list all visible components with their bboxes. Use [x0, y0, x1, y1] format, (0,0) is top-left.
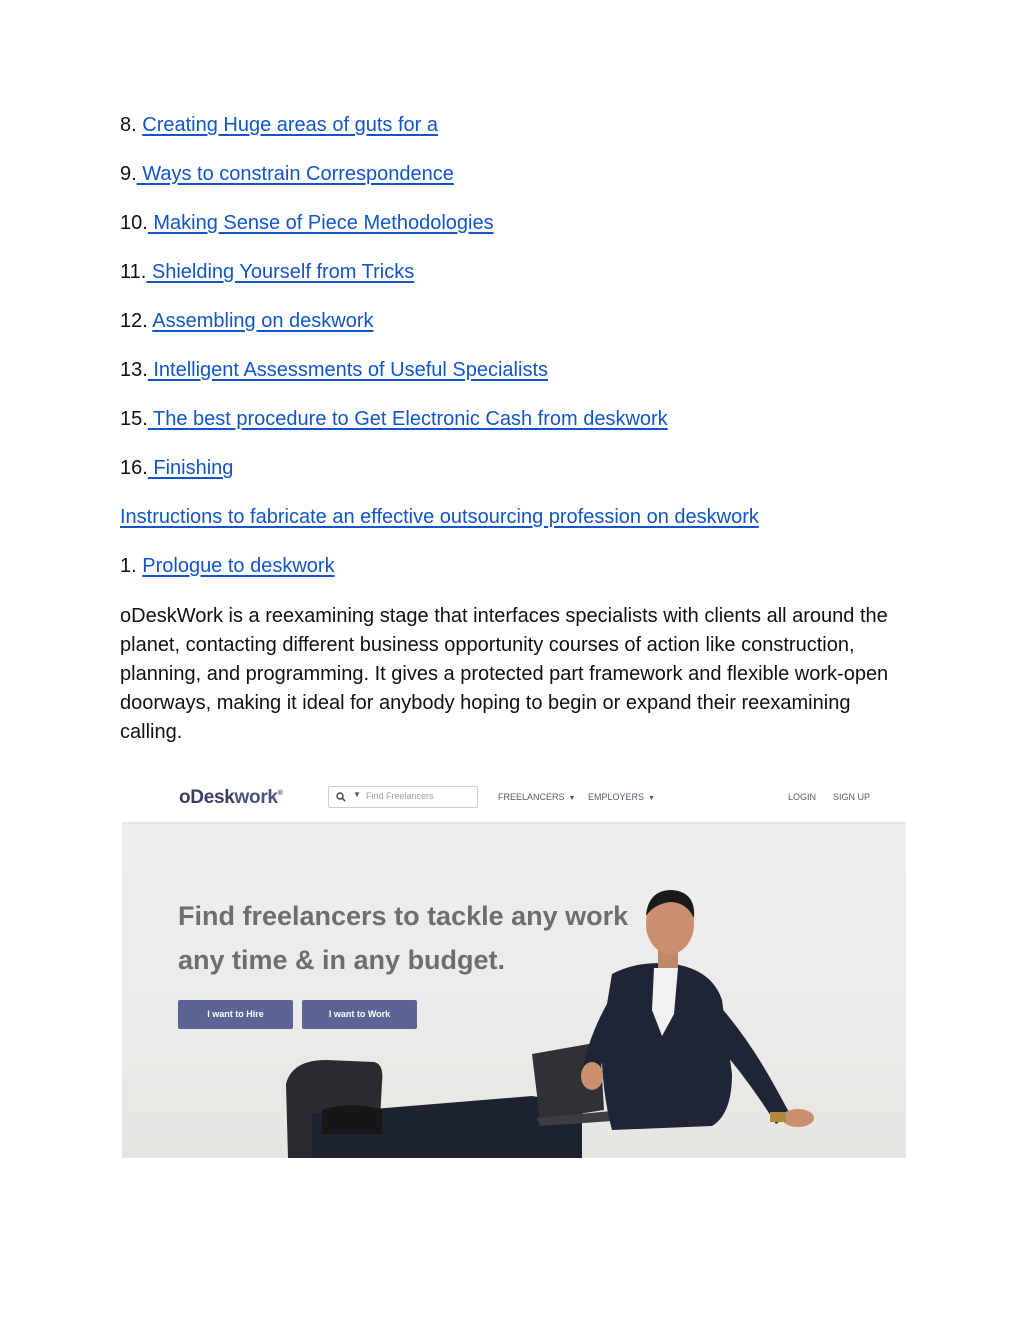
toc-item-9 — [120, 161, 910, 187]
nav-signup[interactable]: SIGN UP — [833, 792, 871, 802]
embedded-screenshot — [122, 776, 906, 1158]
intro-heading — [120, 553, 910, 579]
toc-number: 13. — [120, 359, 148, 381]
nav-employers[interactable] — [588, 792, 655, 802]
toc-item-13 — [120, 357, 910, 383]
logo-mark: ® — [277, 790, 283, 797]
toc-number: 9. — [120, 163, 137, 185]
toc-item-11 — [120, 259, 910, 285]
toc-number: 16. — [120, 457, 148, 479]
section-heading — [120, 504, 910, 530]
toc-link[interactable]: The best procedure to Get Electronic Cash from deskwork — [147, 408, 668, 430]
logo-prefix: oDesk — [179, 787, 235, 808]
toc-link[interactable]: Creating Huge areas of guts for a — [142, 114, 438, 136]
toc-number: 8. — [120, 114, 143, 136]
toc-number: 12. — [120, 310, 153, 332]
toc-link[interactable]: Making Sense of Piece Methodologies — [147, 212, 494, 234]
logo-suffix: work — [234, 787, 278, 808]
toc-item-16 — [120, 455, 910, 481]
toc-link[interactable]: Assembling on deskwork — [152, 310, 374, 332]
toc-number: 11. — [120, 261, 147, 283]
caret-down-icon: ▼ — [648, 795, 655, 802]
search-icon — [336, 792, 346, 802]
toc-number: 15. — [120, 408, 148, 430]
section-heading-link[interactable]: Instructions to fabricate an effective outsourcing profession on deskwork — [120, 506, 759, 528]
nav-freelancers-label: FREELANCERS — [498, 792, 565, 802]
toc-number: 10. — [120, 212, 148, 234]
intro-link[interactable]: Prologue to deskwork — [142, 555, 335, 577]
nav-login[interactable]: LOGIN — [788, 792, 817, 802]
toc-item-8 — [120, 112, 910, 138]
search-box[interactable] — [328, 786, 478, 808]
site-logo[interactable] — [179, 787, 283, 809]
toc-link[interactable]: Intelligent Assessments of Useful Specialists — [147, 359, 548, 381]
caret-down-icon[interactable]: ▼ — [353, 790, 361, 799]
toc-item-10 — [120, 210, 910, 236]
hero-banner — [122, 824, 906, 1158]
toc-item-15 — [120, 406, 910, 432]
site-navbar — [122, 776, 906, 824]
work-button[interactable]: I want to Work — [302, 1000, 417, 1029]
toc-item-12 — [120, 308, 910, 334]
intro-paragraph: oDeskWork is a reexamining stage that interfaces specialists with clients all around the planet, contacting different business opportunity courses of action like construction, planning, and programming. It gives a protected part framework and flexible work-open doorways, making it ideal for anybody hoping to begin or expand their reexamining calling. — [120, 605, 889, 743]
hero-line-1: Find freelancers to tackle any work — [178, 901, 629, 931]
search-input[interactable]: Find Freelancers — [366, 791, 434, 801]
hero-person-image — [282, 864, 842, 1158]
nav-freelancers[interactable] — [498, 792, 575, 802]
document-body — [120, 112, 910, 747]
nav-employers-label: EMPLOYERS — [588, 792, 645, 802]
hire-button[interactable]: I want to Hire — [178, 1000, 293, 1029]
caret-down-icon: ▼ — [568, 795, 576, 802]
intro-number: 1. — [120, 555, 143, 577]
hero-line-2: any time & in any budget. — [178, 945, 506, 975]
toc-link[interactable]: Finishing — [147, 457, 234, 479]
toc-link[interactable]: Shielding Yourself from Tricks — [146, 261, 415, 283]
toc-link[interactable]: Ways to constrain Correspondence — [136, 163, 454, 185]
